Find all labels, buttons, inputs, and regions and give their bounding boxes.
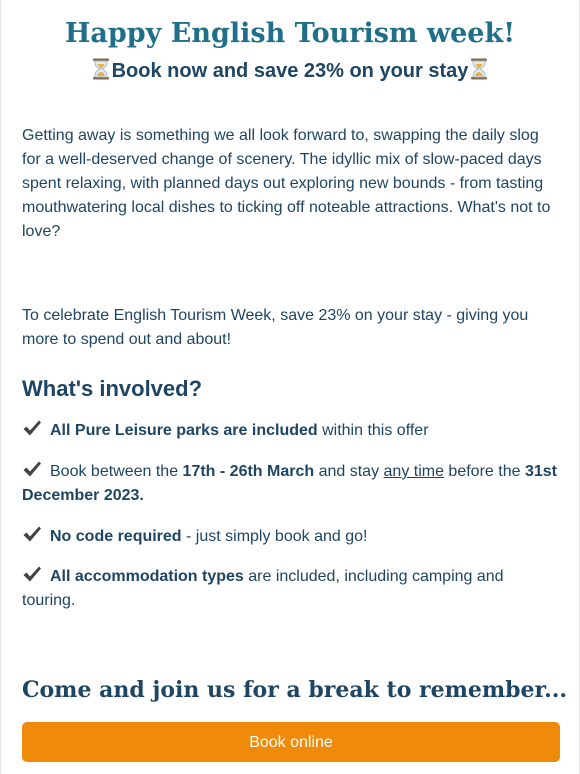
check-mark-icon [22,525,42,543]
benefit-item-parks [1,419,579,443]
benefit-item-accommodation [1,565,579,613]
page-title: Happy English Tourism week! [64,18,516,49]
celebrate-paragraph: To celebrate English Tourism Week, save 23% on your stay - giving you more to spend out and about! [22,307,529,348]
benefit-bold: No code required [50,528,182,545]
section-title-whats-involved: What's involved? [22,376,203,401]
benefit-text: before the [443,463,525,480]
benefit-text: are included, including camping and touring. [22,568,504,609]
benefit-item-no-code [1,525,579,549]
offer-subtitle [1,56,579,86]
booking-dates: 17th - 26th March [182,463,315,480]
hourglass-icon [470,58,488,80]
check-mark-icon [22,419,42,437]
any-time-link[interactable]: any time [383,463,444,480]
subtitle-text: Book now and save 23% on your stay [111,60,469,82]
benefit-bold: All Pure Leisure parks are included [50,422,318,439]
check-mark-icon [22,565,42,583]
benefit-bold: All accommodation types [50,568,244,585]
intro-paragraph: Getting away is something we all look forward to, swapping the daily slog for a well-deserved change of scenery. The idyllic mix of slow-paced days spent relaxing, with planned days out exploring new bounds - from tasting mouthwatering local dishes to ticking off noteable attractions. What's not to love? [22,127,551,240]
benefit-text: - just simply book and go! [181,528,368,545]
benefit-item-dates [1,460,579,508]
check-mark-icon [22,460,42,478]
hourglass-icon [92,58,110,80]
benefit-text: Book between the [50,463,183,480]
benefit-text: and stay [314,463,384,480]
book-online-button[interactable]: Book online [22,722,560,762]
stay-end-date: 31st December 2023. [22,463,557,504]
closing-heading: Come and join us for a break to remember... [22,677,568,703]
benefit-text: within this offer [317,422,429,439]
